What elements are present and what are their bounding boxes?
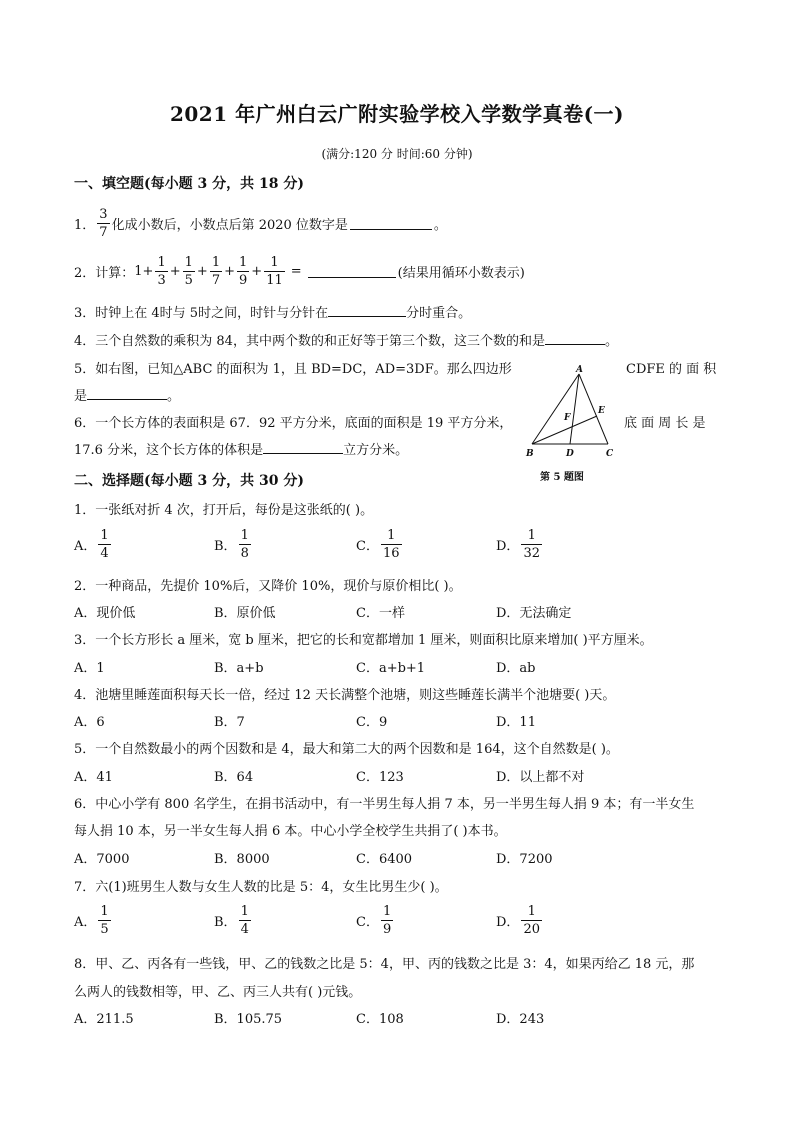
- option-a[interactable]: A．6: [74, 715, 105, 730]
- figure-caption: 第 5 题图: [540, 472, 584, 483]
- options-2-3: [74, 657, 634, 675]
- question-1-3: 3．时钟上在 4时与 5时之间，时针与分针在 分时重合。: [74, 306, 472, 321]
- option-d[interactable]: D．无法确定: [496, 606, 572, 621]
- option-d[interactable]: D．243: [496, 1012, 545, 1027]
- question-2-5: 5．一个自然数最小的两个因数和是 4，最大和第二大的两个因数和是 164，这个自然数是( )。: [74, 742, 619, 757]
- fraction: $\frac{1}{11}$: [266, 254, 283, 288]
- options-2-4: [74, 711, 634, 729]
- label-c: C: [606, 449, 614, 459]
- option-b[interactable]: B．a+b: [214, 661, 264, 676]
- question-2-8-line1: 8．甲、乙、丙各有一些钱，甲、乙的钱数之比是 5：4，甲、丙的钱数之比是 3：4，如果丙给乙 18 元，那: [74, 957, 695, 972]
- section1-heading: 一、填空题(每小题 3 分，共 18 分): [74, 176, 304, 192]
- option-a[interactable]: A．现价低: [74, 606, 136, 621]
- question-1-5-line1-end: CDFE 的 面 积: [626, 362, 717, 377]
- option-d[interactable]: D．以上都不对: [496, 770, 585, 785]
- question-1-5-line2: 是 。: [74, 389, 181, 404]
- options-2-1: [74, 524, 634, 564]
- option-a[interactable]: A．41: [74, 770, 113, 785]
- label-e: E: [598, 406, 605, 416]
- fraction: $\frac{1}{3}$: [157, 254, 166, 288]
- option-c[interactable]: C．a+b+1: [356, 661, 426, 676]
- option-a[interactable]: A． $\frac{1}{5}$: [74, 903, 109, 937]
- option-a[interactable]: A． $\frac{1}{4}$: [74, 527, 109, 561]
- question-2-1: 1．一张纸对折 4 次，打开后，每份是这张纸的( )。: [74, 503, 374, 518]
- fraction: $\frac{1}{7}$: [211, 254, 221, 288]
- question-1-6-line1-end: 底 面 周 长 是: [624, 416, 706, 431]
- label-b: B: [526, 449, 534, 459]
- triangle-figure: [524, 362, 624, 462]
- answer-blank[interactable]: [350, 217, 432, 230]
- exam-info: (满分:120 分 时间:60 分钟): [321, 147, 473, 161]
- option-b[interactable]: B． $\frac{1}{4}$: [214, 903, 249, 937]
- fraction: $\frac{1}{9}$: [239, 254, 248, 288]
- label-d: D: [566, 449, 574, 459]
- question-2-3: 3．一个长方形长 a 厘米，宽 b 厘米，把它的长和宽都增加 1 厘米，则面积比原来增加( )平方厘米。: [74, 633, 653, 648]
- option-d[interactable]: D． $\frac{1}{20}$: [496, 903, 540, 937]
- options-2-6: [74, 848, 634, 866]
- question-1-5-line1: 5．如右图，已知△ABC 的面积为 1，且 BD=DC，AD=3DF。那么四边形: [74, 362, 512, 377]
- option-d[interactable]: D．7200: [496, 852, 553, 867]
- option-b[interactable]: B．105.75: [214, 1012, 283, 1027]
- question-1-1: 1． $\frac{3}{7}$ 化成小数后，小数点后第 2020 位数字是 。: [74, 206, 447, 240]
- option-b[interactable]: B．7: [214, 715, 245, 730]
- options-2-8: [74, 1008, 634, 1026]
- options-2-7: [74, 900, 634, 940]
- option-b[interactable]: B．原价低: [214, 606, 276, 621]
- option-c[interactable]: C．一样: [356, 606, 405, 621]
- options-2-2: [74, 602, 634, 620]
- question-2-6-line2: 每人捐 10 本，另一半女生每人捐 6 本。中心小学全校学生共捐了( )本书。: [74, 824, 507, 839]
- option-c[interactable]: C． $\frac{1}{16}$: [356, 527, 400, 561]
- answer-blank[interactable]: [87, 387, 167, 400]
- answer-blank[interactable]: [308, 265, 396, 278]
- label-a: A: [576, 365, 583, 375]
- options-2-5: [74, 766, 634, 784]
- option-b[interactable]: B． $\frac{1}{8}$: [214, 527, 249, 561]
- option-c[interactable]: C．9: [356, 715, 388, 730]
- option-c[interactable]: C．6400: [356, 852, 413, 867]
- question-1-6-line1: 6．一个长方体的表面积是 67．92 平方分米，底面的面积是 19 平方分米，: [74, 416, 513, 431]
- option-a[interactable]: A．1: [74, 661, 105, 676]
- option-d[interactable]: D．ab: [496, 661, 536, 676]
- question-1-4: 4．三个自然数的乘积为 84，其中两个数的和正好等于第三个数，这三个数的和是 。: [74, 334, 618, 349]
- option-c[interactable]: C．123: [356, 770, 404, 785]
- page-title: 2021 年广州白云广附实验学校入学数学真卷(一): [169, 102, 625, 126]
- option-a[interactable]: A．7000: [74, 852, 130, 867]
- question-2-4: 4．池塘里睡莲面积每天长一倍，经过 12 天长满整个池塘，则这些睡莲长满半个池塘要( )天。: [74, 688, 616, 703]
- question-2-7: 7．六(1)班男生人数与女生人数的比是 5：4，女生比男生少( )。: [74, 880, 448, 895]
- option-a[interactable]: A．211.5: [74, 1012, 134, 1027]
- option-c[interactable]: C． $\frac{1}{9}$: [356, 903, 392, 937]
- label-f: F: [564, 413, 571, 423]
- question-1-6-line2: 17.6 分米，这个长方体的体积是 立方分米。: [74, 443, 409, 458]
- question-2-8-line2: 么两人的钱数相等，甲、乙、丙三人共有( )元钱。: [74, 985, 362, 1000]
- answer-blank[interactable]: [263, 441, 343, 454]
- option-b[interactable]: B．8000: [214, 852, 270, 867]
- answer-blank[interactable]: [545, 332, 605, 345]
- fraction: $\frac{3}{7}$: [99, 206, 108, 240]
- question-1-2: 2．计算： 1+ $\frac{1}{3}$ + $\frac{1}{5}$ + $\frac{1}{7}$ + $\frac{1}{9}$ + $\frac{1}{11}$ = (结果用循环小数表示): [74, 254, 525, 288]
- option-b[interactable]: B．64: [214, 770, 254, 785]
- option-d[interactable]: D． $\frac{1}{32}$: [496, 527, 540, 561]
- section2-heading: 二、选择题(每小题 3 分，共 30 分): [74, 473, 304, 489]
- fraction: $\frac{1}{5}$: [184, 254, 193, 288]
- option-d[interactable]: D．11: [496, 715, 536, 730]
- answer-blank[interactable]: [328, 304, 406, 317]
- question-2-6-line1: 6．中心小学有 800 名学生，在捐书活动中，有一半男生每人捐 7 本，另一半男生每人捐 9 本；有一半女生: [74, 797, 695, 812]
- option-c[interactable]: C．108: [356, 1012, 404, 1027]
- question-2-2: 2．一种商品，先提价 10%后，又降价 10%，现价与原价相比( )。: [74, 579, 462, 594]
